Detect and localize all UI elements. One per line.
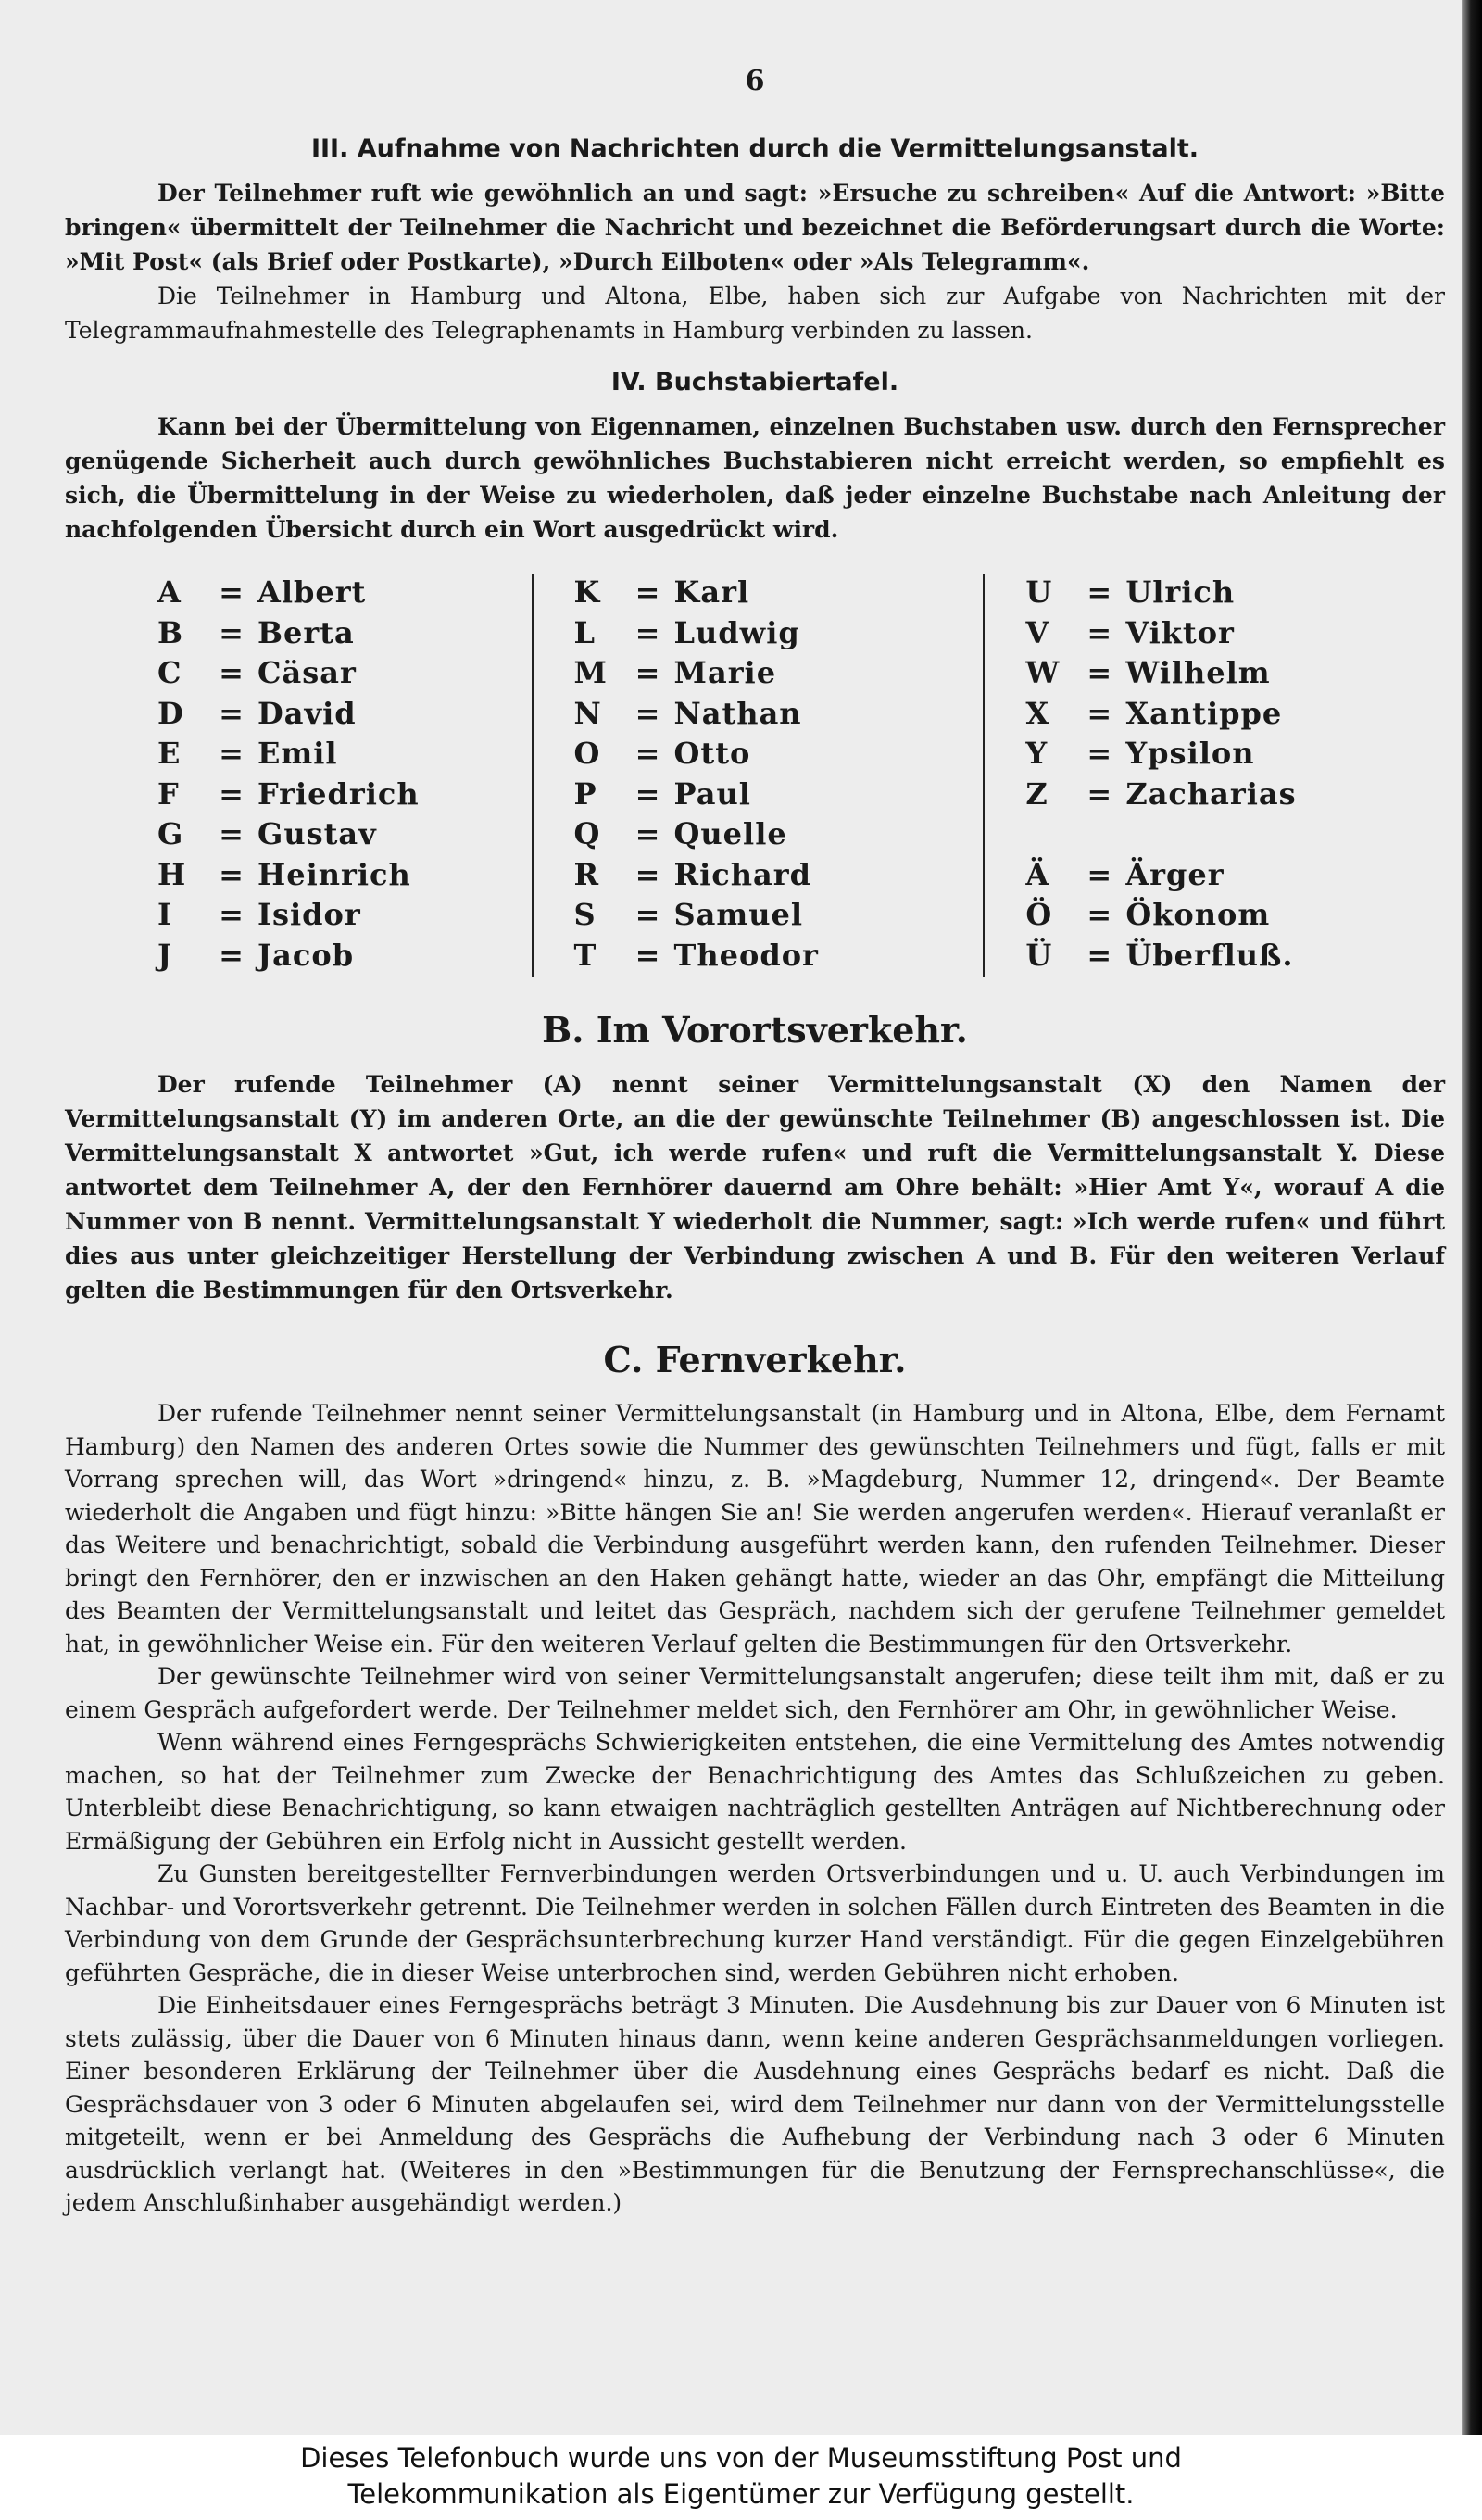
spelling-letter: R [573,856,600,892]
section-heading-nachrichten: III. Aufnahme von Nachrichten durch die Vermittelungsanstalt. [310,134,1199,163]
spelling-letter: X [1025,695,1050,731]
spelling-word: Zacharias [1125,775,1297,812]
section-heading-fernverkehr: C. Fernverkehr. [603,1339,907,1380]
spelling-row [574,897,947,938]
equals-sign: = [1086,775,1113,812]
spelling-word: Viktor [1125,614,1235,650]
section-heading-vorortsverkehr: B. Im Vorortsverkehr. [542,1009,968,1051]
equals-sign: = [634,614,661,650]
footer-line-1: Dieses Telefonbuch wurde uns von der Museumsstiftung Post und [300,2442,1182,2474]
spelling-letter: O [573,736,601,771]
spelling-row [1025,655,1380,696]
spelling-word: Isidor [257,897,361,932]
sectionC-paragraph-4: Zu Gunsten bereitgestellter Fernverbindungen werden Ortsverbindungen und u. U. auch Verbindungen im Nachbar- und Vorortsverkehr getrennt. Die Teilnehmer werden in solchen Fällen durch Eintreten des Beamten in die Verbindung von dem Grunde der Gesprächsunterbrechung kurzer Hand verständigt. Für die gegen Einzelgebühren geführten Gespräche, die in dieser Weise unterbrochen sind, werden Gebühren nicht erhoben. [65,1860,1445,1986]
spelling-word: Samuel [673,897,804,932]
equals-sign: = [634,775,661,812]
section4-paragraph-1: Kann bei der Übermittelung von Eigennamen, einzelnen Buchstaben usw. durch den Fernsprecher genügende Sicherheit auch durch gewöhnliches Buchstabieren nicht erreicht werden, so empfiehlt es sich, die Übermittelung in der Weise zu wiederholen, daß jeder einzelne Buchstabe nach Anleitung der nachfolgenden Übersicht durch ein Wort ausgedrückt wird. [65,413,1445,543]
spelling-row [574,736,947,776]
spelling-row [157,857,495,898]
section3-paragraph-2: Die Teilnehmer in Hamburg und Altona, Elbe, haben sich zur Aufgabe von Nachrichten mit der Telegrammaufnahmestelle des Telegraphenamts in Hamburg verbinden zu lassen. [65,283,1445,344]
spelling-word: Otto [673,736,751,771]
equals-sign: = [219,574,245,610]
spelling-row [157,938,495,978]
spelling-row [1025,574,1380,615]
page-number: 6 [745,65,765,97]
spelling-word: Nathan [673,695,802,731]
spelling-letter: Y [1025,736,1049,771]
equals-sign: = [219,614,245,650]
spelling-word: Albert [257,574,367,610]
spelling-row [157,776,495,817]
spelling-letter: E [157,736,182,771]
spelling-row [157,696,495,737]
spelling-letter: I [157,897,172,932]
equals-sign: = [1086,937,1113,973]
equals-sign: = [1086,655,1113,690]
spelling-row [574,615,947,656]
spelling-row [574,574,947,615]
equals-sign: = [634,856,661,892]
spelling-word: Berta [257,614,355,650]
spelling-word: Emil [257,736,338,771]
spelling-row [1025,857,1380,898]
spelling-row [574,696,947,737]
spelling-row [157,736,495,776]
spelling-letter: D [157,695,184,731]
spelling-column-1 [157,574,532,977]
spelling-row [574,776,947,817]
equals-sign: = [219,736,245,771]
spelling-word: Jacob [257,937,355,973]
equals-sign: = [1086,736,1113,771]
spelling-word: Wilhelm [1125,655,1271,690]
section-heading-buchstabiertafel: IV. Buchstabiertafel. [610,368,899,397]
spelling-word: Quelle [673,816,787,851]
spelling-column-2 [532,574,984,977]
section3-paragraph-1: Der Teilnehmer ruft wie gewöhnlich an und sagt: »Ersuche zu schreiben« Auf die Antwort: »Bitte bringen« übermittelt der Teilnehmer die Nachricht und bezeichnet die Beförderungsart durch die Worte: »Mit Post« (als Brief oder Postkarte), »Durch Eilboten« oder »Als Telegramm«. [65,180,1445,275]
equals-sign: = [219,937,245,973]
spelling-word: Gustav [257,816,377,851]
spelling-word: Ökonom [1125,897,1271,932]
spelling-row [1025,736,1380,776]
spelling-row [157,816,495,857]
spelling-row [157,574,495,615]
sectionC-paragraph-2: Der gewünschte Teilnehmer wird von seiner Vermittelungsanstalt angerufen; diese teilt ihm mit, daß er zu einem Gespräch aufgefordert werde. Der Teilnehmer meldet sich, den Fernhörer am Ohr, in gewöhnlicher Weise. [65,1663,1445,1723]
equals-sign: = [219,856,245,892]
sectionC-paragraph-3: Wenn während eines Ferngesprächs Schwierigkeiten entstehen, die eine Vermittelung des Amtes notwendig machen, so hat der Teilnehmer zum Zwecke der Benachrichtigung des Amtes das Schlußzeichen zu geben. Unterbleibt diese Benachrichtigung, so kann etwaigen nachträglich gestellten Anträgen auf Nichtberechnung oder Ermäßigung der Gebühren ein Erfolg nicht in Aussicht gestellt werden. [65,1729,1445,1855]
spelling-row [157,655,495,696]
spelling-letter: P [573,775,597,812]
spelling-word: David [257,695,357,731]
spelling-word: Friedrich [257,775,420,812]
spelling-word: Überfluß. [1125,937,1294,973]
spelling-letter: U [1025,574,1053,610]
spelling-letter: J [157,937,173,973]
spelling-row [157,897,495,938]
spelling-row [1025,696,1380,737]
spelling-letter: A [157,574,182,610]
spelling-letter: F [157,775,180,812]
spelling-letter: Ü [1025,937,1053,973]
spelling-letter: S [573,897,597,932]
spelling-letter: Ö [1025,897,1053,932]
spelling-word: Marie [673,655,777,690]
spelling-letter: H [157,856,187,892]
spelling-letter: Q [573,816,601,851]
spelling-column-3 [983,574,1417,977]
sectionC-paragraph-5: Die Einheitsdauer eines Ferngesprächs beträgt 3 Minuten. Die Ausdehnung bis zur Dauer von 6 Minuten ist stets zulässig, über die Dauer von 6 Minuten hinaus dann, wenn keine anderen Gesprächsanmeldungen vorliegen. Einer besonderen Erklärung der Teilnehmer über die Ausdehnung eines Gesprächs bedarf es nicht. Daß die Gesprächsdauer von 3 oder 6 Minuten abgelaufen sei, wird dem Teilnehmer nur dann von der Vermittelungsstelle mitgeteilt, wenn er bei Anmeldung des Gesprächs die Aufhebung der Verbindung nach 3 oder 6 Minuten ausdrücklich verlangt hat. (Weiteres in den »Bestimmungen für die Benutzung der Fernsprechanschlüsse«, die jedem Anschlußinhaber ausgehändigt werden.) [65,1992,1445,2216]
spelling-letter: K [573,574,601,610]
spelling-letter: Z [1025,775,1049,812]
equals-sign: = [219,775,245,812]
equals-sign: = [634,655,661,690]
attribution-footer [0,2435,1482,2520]
equals-sign: = [1086,614,1113,650]
spelling-row [574,655,947,696]
spelling-letter: Ä [1025,856,1050,892]
spelling-word: Heinrich [257,856,411,892]
equals-sign: = [219,816,245,851]
spelling-letter: G [157,816,184,851]
spelling-letter: C [157,655,182,690]
spelling-row [1025,938,1380,978]
spelling-table [157,574,1417,977]
sectionB-paragraph-1: Der rufende Teilnehmer (A) nennt seiner Vermittelungsanstalt (X) den Namen der Vermittelungsanstalt (Y) im anderen Orte, an die der gewünschte Teilnehmer (B) angeschlossen ist. Die Vermittelungsanstalt X antwortet »Gut, ich werde rufen« und ruft die Vermittelungsanstalt Y. Diese antwortet dem Teilnehmer A, der den Fernhörer dauernd am Ohre behält: »Hier Amt Y«, worauf A die Nummer von B nennt. Vermittelungsanstalt Y wiederholt die Nummer, sagt: »Ich werde rufen« und führt dies aus unter gleichzeitiger Herstellung der Verbindung zwischen A und B. Für den weiteren Verlauf gelten die Bestimmungen für den Ortsverkehr. [65,1071,1445,1304]
equals-sign: = [1086,856,1113,892]
spelling-letter: N [573,695,602,731]
equals-sign: = [1086,574,1113,610]
spelling-word: Ärger [1125,856,1225,892]
spelling-word: Ludwig [673,614,800,650]
spelling-letter: V [1025,614,1050,650]
equals-sign: = [634,695,661,731]
spelling-letter: B [157,614,184,650]
spelling-row [1025,615,1380,656]
spelling-word: Theodor [673,937,819,973]
spelling-word: Richard [673,856,811,892]
spelling-word: Cäsar [257,655,357,690]
spelling-gap [1025,816,1380,857]
footer-line-2: Telekommunikation als Eigentümer zur Verfügung gestellt. [347,2478,1135,2510]
spelling-word: Ypsilon [1125,736,1255,771]
page-content [65,65,1445,2220]
spelling-row [157,615,495,656]
spelling-row [574,857,947,898]
spelling-letter: T [573,937,597,973]
equals-sign: = [634,937,661,973]
spelling-word: Xantippe [1125,695,1283,731]
spelling-letter: L [573,614,597,650]
page-edge-shadow [1462,0,1482,2435]
equals-sign: = [1086,695,1113,731]
spelling-row [1025,897,1380,938]
spelling-row [574,816,947,857]
sectionC-paragraph-1: Der rufende Teilnehmer nennt seiner Vermittelungsanstalt (in Hamburg und in Altona, Elbe, dem Fernamt Hamburg) den Namen des anderen Ortes sowie die Nummer des gewünschten Teilnehmers und fügt, falls er mit Vorrang sprechen will, das Wort »dringend« hinzu, z. B. »Magdeburg, Nummer 12, dringend«. Der Beamte wiederholt die Angaben und fügt hinzu: »Bitte hängen Sie an! Sie werden angerufen werden«. Hierauf veranlaßt er das Weitere und benachrichtigt, sobald die Verbindung ausgeführt werden kann, den rufenden Teilnehmer. Dieser bringt den Fernhörer, den er inzwischen an den Haken gehängt hatte, wieder an das Ohr, empfängt die Mitteilung des Beamten der Vermittelungsanstalt und leitet das Gespräch, nachdem sich der gerufene Teilnehmer gemeldet hat, in gewöhnlicher Weise ein. Für den weiteren Verlauf gelten die Bestimmungen für den Ortsverkehr. [65,1400,1445,1657]
spelling-row [1025,776,1380,817]
equals-sign: = [634,897,661,932]
spelling-word: Karl [673,574,750,610]
spelling-row [574,938,947,978]
spelling-letter: M [573,655,608,690]
spelling-word: Paul [673,775,751,812]
equals-sign: = [634,574,661,610]
equals-sign: = [219,655,245,690]
equals-sign: = [634,736,661,771]
equals-sign: = [1086,897,1113,932]
spelling-word: Ulrich [1125,574,1236,610]
equals-sign: = [634,816,661,851]
spelling-letter: W [1025,655,1061,690]
equals-sign: = [219,695,245,731]
equals-sign: = [219,897,245,932]
